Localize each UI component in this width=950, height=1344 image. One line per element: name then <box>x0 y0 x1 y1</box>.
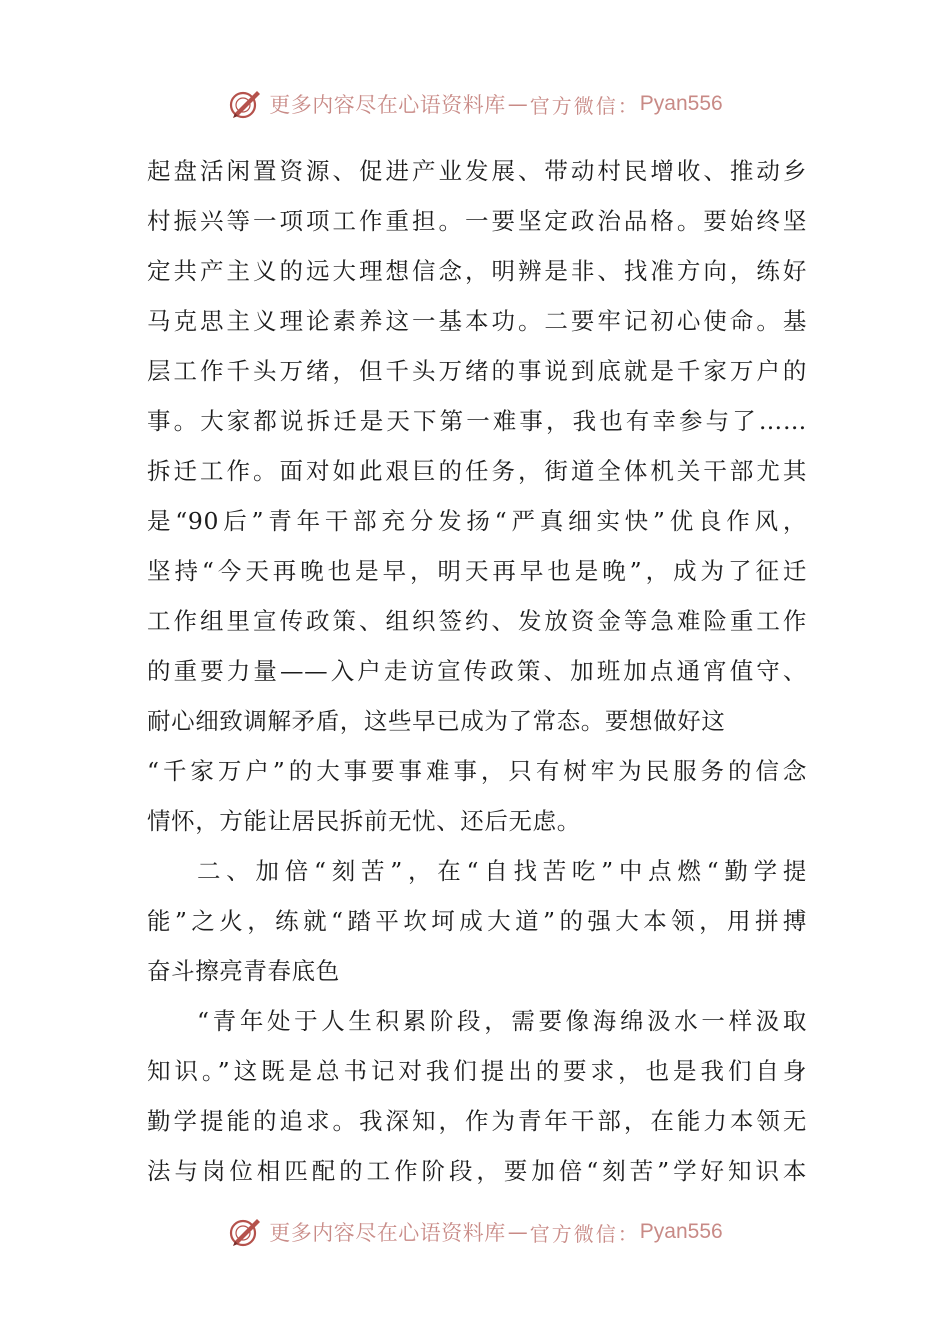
watermark-wechat-id: Pyan556 <box>639 92 723 115</box>
watermark-footer <box>0 1212 950 1252</box>
text-line: 情怀，方能让居民拆前无忧、还后无虑。 <box>147 807 581 835</box>
document-body <box>147 146 807 1196</box>
text-line: 工作组里宣传政策、组织签约、发放资金等急难险重工作 <box>147 607 807 635</box>
text-line: 二、加倍“刻苦”，在“自找苦吃”中点燃“勤学提 <box>197 857 807 885</box>
watermark-header <box>0 84 950 124</box>
watermark-main-text: 更多内容尽在心语资料库 <box>269 1221 506 1245</box>
watermark-label: 官方微信： <box>529 1221 640 1246</box>
text-line: 坚持“今天再晚也是早，明天再早也是晚”，成为了征迁 <box>147 557 807 585</box>
text-line: 起盘活闲置资源、促进产业发展、带动村民增收、推动乡 <box>147 157 807 185</box>
text-line: 村振兴等一项项工作重担。一要坚定政治品格。要始终坚 <box>147 207 807 235</box>
watermark-dash: — <box>507 92 528 116</box>
text-line: 法与岗位相匹配的工作阶段，要加倍“刻苦”学好知识本 <box>147 1157 807 1185</box>
text-line: “青年处于人生积累阶段，需要像海绵汲水一样汲取 <box>197 1007 807 1035</box>
text-line: 定共产主义的远大理想信念，明辨是非、找准方向，练好 <box>147 257 807 285</box>
pen-logo-icon <box>227 1214 263 1250</box>
text-line: 奋斗擦亮青春底色 <box>147 957 340 985</box>
watermark-wechat-id: Pyan556 <box>639 1220 723 1243</box>
text-line: 是“90后”青年干部充分发扬“严真细实快”优良作风， <box>147 507 807 535</box>
text-line: 耐心细致调解矛盾，这些早已成为了常态。要想做好这 <box>147 707 726 735</box>
text-line: 知识。”这既是总书记对我们提出的要求，也是我们自身 <box>147 1057 807 1085</box>
text-line: 事。大家都说拆迁是天下第一难事，我也有幸参与了…… <box>147 407 807 435</box>
text-line: 拆迁工作。面对如此艰巨的任务，街道全体机关干部尤其 <box>147 457 807 485</box>
pen-logo-icon <box>227 86 263 122</box>
paragraph <box>147 146 807 846</box>
watermark-main-text: 更多内容尽在心语资料库 <box>269 93 506 117</box>
text-line: “千家万户”的大事要事难事，只有树牢为民服务的信念 <box>147 757 807 785</box>
text-line: 马克思主义理论素养这一基本功。二要牢记初心使命。基 <box>147 307 807 335</box>
watermark-dash: — <box>507 1220 528 1244</box>
paragraph <box>147 996 807 1196</box>
text-line: 层工作千头万绪，但千头万绪的事说到底就是千家万户的 <box>147 357 807 385</box>
text-line: 勤学提能的追求。我深知，作为青年干部，在能力本领无 <box>147 1107 807 1135</box>
section-heading <box>147 846 807 996</box>
text-line: 的重要力量——入户走访宣传政策、加班加点通宵值守、 <box>147 657 807 685</box>
text-line: 能”之火，练就“踏平坎坷成大道”的强大本领，用拼搏 <box>147 907 807 935</box>
watermark-label: 官方微信： <box>529 93 640 118</box>
